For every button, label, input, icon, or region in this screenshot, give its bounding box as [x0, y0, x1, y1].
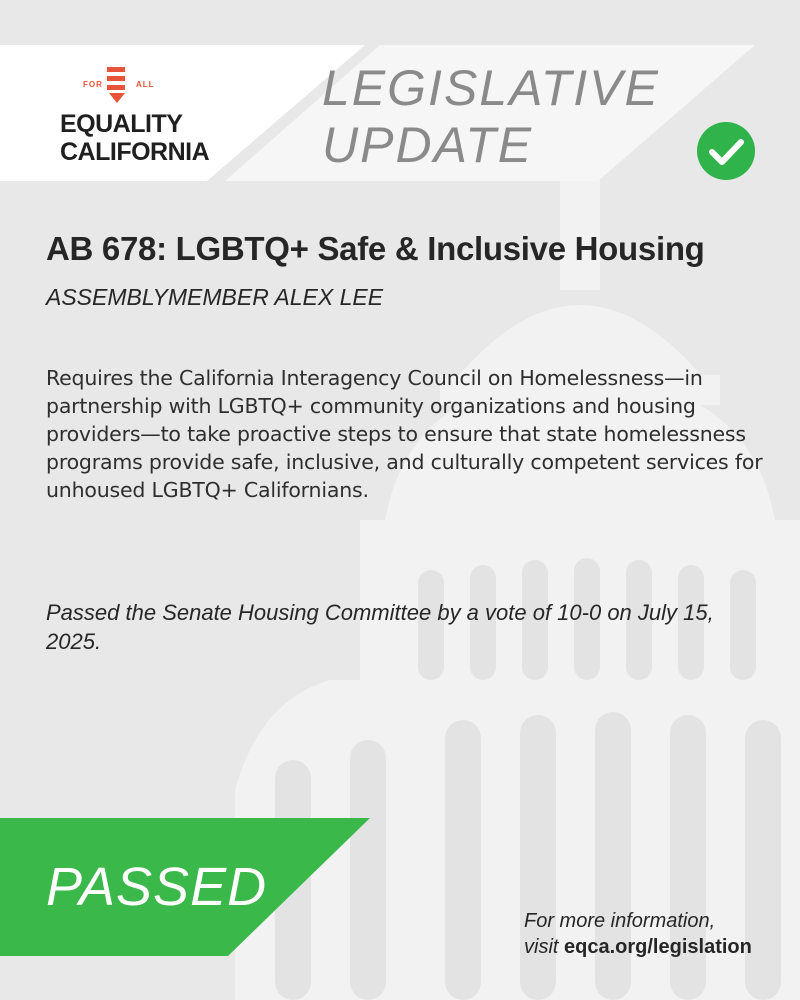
passed-status-label: PASSED	[46, 857, 268, 917]
equality-mark-icon	[105, 66, 129, 104]
bill-title: AB 678: LGBTQ+ Safe & Inclusive Housing	[46, 230, 705, 267]
checkmark-icon	[697, 122, 755, 180]
legislation-link[interactable]: eqca.org/legislation	[564, 936, 752, 958]
vote-status: Passed the Senate Housing Committee by a vote of 10-0 on July 15, 2025.	[46, 600, 714, 654]
header-title-line2: UPDATE	[322, 117, 534, 173]
bill-description: Requires the California Interagency Council on Homelessness—in partnership with LGBTQ+ community organizations and housing providers—to take proactive steps to ensure that state homelessness programs provide safe, inclusive, and culturally competent services for unhoused LGBTQ+ Californians.	[46, 366, 763, 502]
more-info-link-line	[524, 934, 752, 960]
logo-for-text: FOR	[83, 80, 103, 89]
header-title-line1: LEGISLATIVE	[322, 60, 660, 116]
logo-equality-text: EQUALITY	[60, 110, 183, 138]
more-info-block	[524, 908, 752, 960]
logo-all-text: ALL	[136, 80, 155, 89]
more-info-text: For more information,	[524, 910, 716, 932]
logo-california-text: CALIFORNIA	[60, 138, 210, 166]
more-info-visit-text: visit	[524, 936, 559, 958]
bill-sponsor: ASSEMBLYMEMBER ALEX LEE	[46, 284, 384, 310]
